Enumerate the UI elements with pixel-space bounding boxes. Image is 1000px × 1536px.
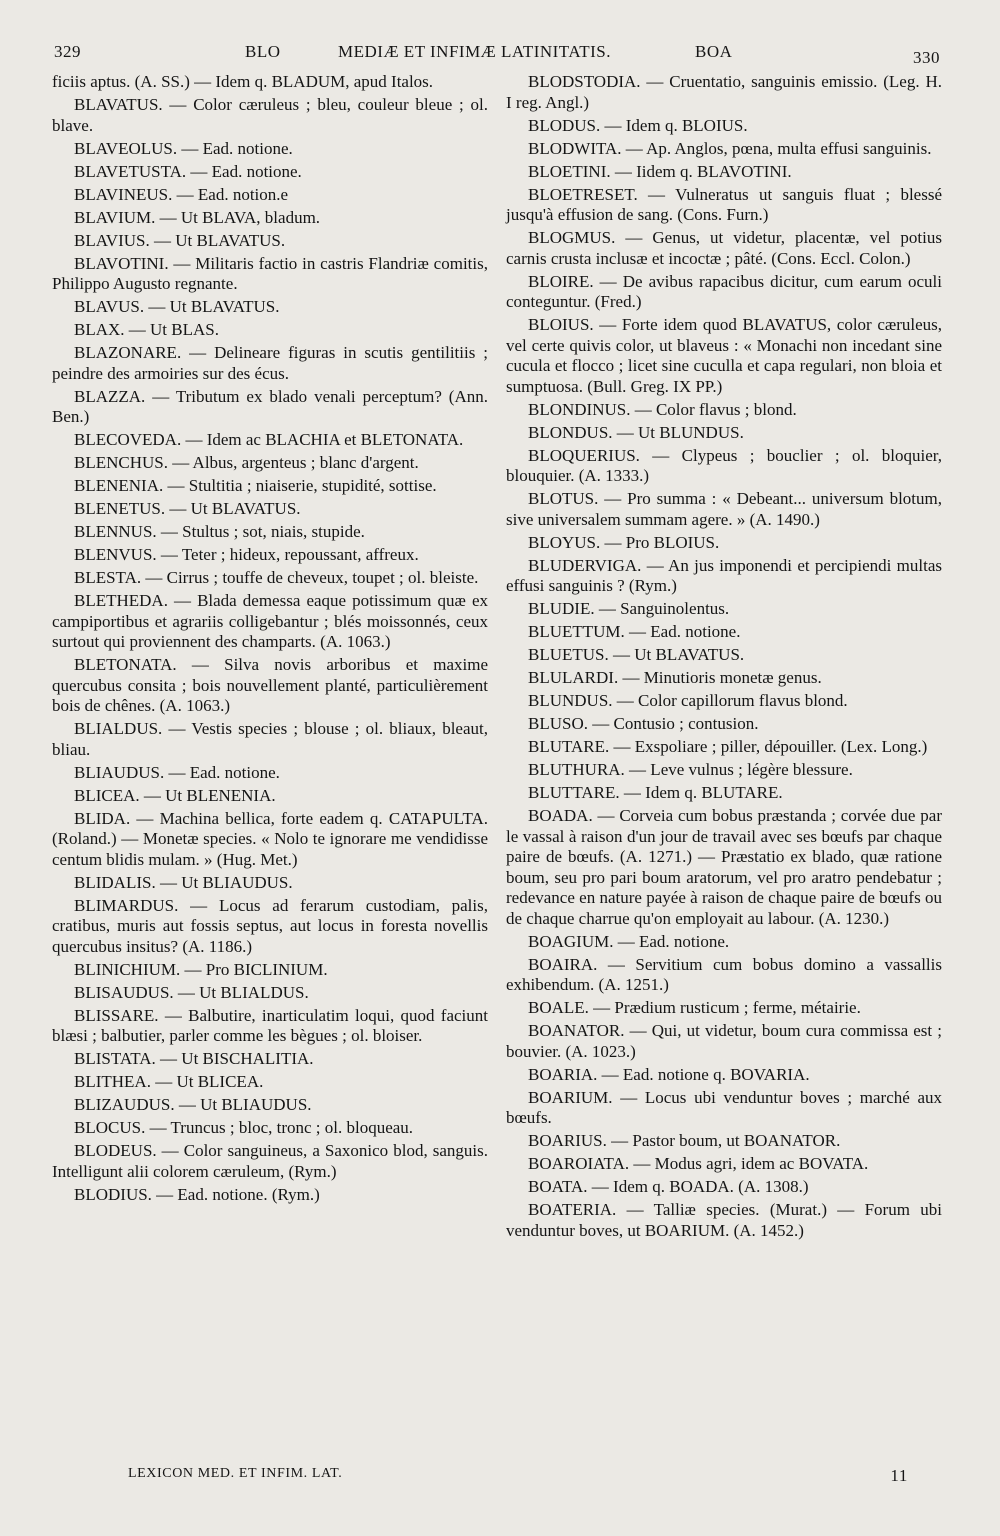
dictionary-entry: BLODIUS. — Ead. notione. (Rym.) [74, 1184, 320, 1204]
dictionary-entry: BLAVINEUS. — Ead. notion.e [74, 184, 289, 204]
dictionary-entry: BLUETUS. — Ut BLAVATUS. [528, 645, 745, 664]
dictionary-entry: BLODUS. — Idem q. BLOIUS. [528, 115, 748, 135]
dictionary-entry: BLODEUS. — Color sanguineus, a Saxonico blod, sanguis. Intelligunt alii colorem cæruleum, (Rym.) [52, 1141, 488, 1181]
dictionary-entry: BOAGIUM. — Ead. notione. [528, 931, 730, 951]
dictionary-entry: BLOYUS. — Pro BLOIUS. [528, 532, 720, 552]
dictionary-entry: BLAZZA. — Tributum ex blado venali perceptum? (Ann. Ben.) [52, 386, 488, 426]
dictionary-entry: BLIAUDUS. — Ead. notione. [74, 762, 280, 782]
dictionary-entry: BLICEA. — Ut BLENENIA. [74, 785, 276, 805]
dictionary-entry: BLIZAUDUS. — Ut BLIAUDUS. [74, 1095, 312, 1114]
dictionary-entry: BLONDINUS. — Color flavus ; blond. [528, 399, 797, 419]
header-last-word: BOA [695, 42, 733, 61]
dictionary-entry: BOALE. — Prædium rusticum ; ferme, métairie. [528, 998, 861, 1017]
dictionary-entry: BLAVUS. — Ut BLAVATUS. [74, 297, 280, 316]
dictionary-entry: BLAVIUM. — Ut BLAVA, bladum. [74, 207, 321, 227]
dictionary-entry: BOADA. — Corveia cum bobus præstanda ; corvée due par le vassal à raison d'un jour de travail avec ses bœufs par chaque paire de bœufs. (A. 1271.) — Præstatio ex blado, quæ ratione boum, seu pro pari boum aratorum, vel pro aratro pendebatur ; redevance en nature payée à raison de chaque paire de bœufs ou de chaque charrue qu'on employait au labour. (A. 1230.) [506, 806, 942, 928]
dictionary-entry: BLUNDUS. — Color capillorum flavus blond. [528, 691, 848, 710]
dictionary-entry: BLESTA. — Cirrus ; touffe de cheveux, toupet ; ol. bleiste. [74, 568, 479, 587]
dictionary-entry: BLECOVEDA. — Idem ac BLACHIA et BLETONATA. [74, 430, 464, 449]
dictionary-entry: BLOETINI. — Iidem q. BLAVOTINI. [528, 161, 792, 181]
dictionary-entry: BLONDUS. — Ut BLUNDUS. [528, 422, 744, 442]
dictionary-entry: BLIDA. — Machina bellica, forte eadem q. CATAPULTA. (Roland.) — Monetæ species. « Nolo te ignorare me vendidisse centum blidis mulam. » (Hug. Met.) [52, 808, 488, 869]
right-column [506, 72, 942, 1244]
dictionary-entry: BLUTARE. — Exspoliare ; piller, dépouiller. (Lex. Long.) [528, 737, 928, 756]
dictionary-entry: BLENCHUS. — Albus, argenteus ; blanc d'argent. [74, 453, 419, 472]
dictionary-entry: BLIDALIS. — Ut BLIAUDUS. [74, 872, 293, 892]
dictionary-entry: BOARIUM. — Locus ubi venduntur boves ; marché aux bœufs. [506, 1087, 942, 1127]
dictionary-entry: BOARIUS. — Pastor boum, ut BOANATOR. [528, 1131, 841, 1150]
header-first-word: BLO [245, 42, 281, 61]
dictionary-entry: BLIALDUS. — Vestis species ; blouse ; ol. bliaux, bleaut, bliau. [52, 719, 488, 759]
dictionary-entry: BLETHEDA. — Blada demessa eaque potissimum quæ ex campiportibus et agrariis colligebantur ; blés moissonnés, ceux surtout qui proviennent des champarts. (A. 1063.) [52, 591, 488, 651]
dictionary-entry: BLAVETUSTA. — Ead. notione. [74, 161, 302, 181]
left-column [52, 72, 488, 1208]
sheet-number: 11 [890, 1466, 908, 1485]
dictionary-entry: BLUDIE. — Sanguinolentus. [528, 599, 730, 618]
dictionary-entry: BLUETTUM. — Ead. notione. [528, 622, 741, 641]
running-header [50, 42, 940, 72]
dictionary-entry: BLULARDI. — Minutioris monetæ genus. [528, 668, 822, 687]
dictionary-entry: ficiis aptus. (A. SS.) — Idem q. BLADUM, apud Italos. [52, 72, 434, 91]
dictionary-entry: BLOQUERIUS. — Clypeus ; bouclier ; ol. bloquier, blouquier. (A. 1333.) [506, 445, 942, 485]
dictionary-entry: BLOIUS. — Forte idem quod BLAVATUS, color cæruleus, vel certe quivis color, ut blaveus : « Monachi non incedant sine cucula et flocco ; licet sine cuculla et capa regulari, non bloia et sumptuosa. (Bull. Greg. IX PP.) [506, 315, 942, 396]
dictionary-entry: BLISTATA. — Ut BISCHALITIA. [74, 1049, 314, 1068]
dictionary-entry: BLUTHURA. — Leve vulnus ; légère blessure. [528, 760, 853, 779]
dictionary-entry: BLINICHIUM. — Pro BICLINIUM. [74, 959, 328, 979]
dictionary-entry: BLUDERVIGA. — An jus imponendi et percipiendi multas effusi sanguinis ? (Rym.) [506, 555, 942, 595]
dictionary-entry: BLOCUS. — Truncus ; bloc, tronc ; ol. bloqueau. [74, 1118, 414, 1137]
dictionary-entry: BLODWITA. — Ap. Anglos, pœna, multa effusi sanguinis. [528, 138, 932, 158]
dictionary-entry: BLITHEA. — Ut BLICEA. [74, 1072, 264, 1091]
dictionary-entry: BLAVEOLUS. — Ead. notione. [74, 138, 293, 158]
dictionary-entry: BLAVATUS. — Color cæruleus ; bleu, couleur bleue ; ol. blave. [52, 95, 488, 135]
dictionary-entry: BLOTUS. — Pro summa : « Debeant... universum blotum, sive universalem summam agere. » (A. 1490.) [506, 489, 942, 529]
dictionary-entry: BLENETUS. — Ut BLAVATUS. [74, 499, 301, 518]
page-number-right: 330 [913, 48, 940, 67]
dictionary-entry: BOATA. — Idem q. BOADA. (A. 1308.) [528, 1177, 809, 1196]
dictionary-entry: BOAROIATA. — Modus agri, idem ac BOVATA. [528, 1154, 869, 1173]
dictionary-entry: BLOETRESET. — Vulneratus ut sanguis fluat ; blessé jusqu'à effusion de sang. (Cons. Furn.) [506, 184, 942, 224]
dictionary-entry: BLODSTODIA. — Cruentatio, sanguinis emissio. (Leg. H. I reg. Angl.) [506, 72, 942, 112]
dictionary-entry: BOARIA. — Ead. notione q. BOVARIA. [528, 1064, 810, 1084]
dictionary-entry: BOATERIA. — Talliæ species. (Murat.) — Forum ubi venduntur boves, ut BOARIUM. (A. 1452.) [506, 1200, 942, 1240]
dictionary-entry: BLENENIA. — Stultitia ; niaiserie, stupidité, sottise. [74, 476, 437, 495]
dictionary-entry: BLAVIUS. — Ut BLAVATUS. [74, 230, 286, 250]
dictionary-entry: BLISAUDUS. — Ut BLIALDUS. [74, 982, 309, 1002]
dictionary-entry: BLAX. — Ut BLAS. [74, 320, 219, 339]
header-title: MEDIÆ ET INFIMÆ LATINITATIS. [338, 42, 611, 61]
dictionary-entry: BLETONATA. — Silva novis arboribus et maxime quercubus consita ; bois nouvellement planté, particulièrement bois de chênes. (A. 1063.) [52, 655, 488, 715]
dictionary-entry: BOAIRA. — Servitium cum bobus domino a vassallis exhibendum. (A. 1251.) [506, 954, 942, 994]
dictionary-entry: BLUTTARE. — Idem q. BLUTARE. [528, 783, 783, 802]
dictionary-entry: BLUSO. — Contusio ; contusion. [528, 714, 759, 733]
dictionary-entry: BLENNUS. — Stultus ; sot, niais, stupide. [74, 522, 365, 541]
dictionary-entry: BLOIRE. — De avibus rapacibus dicitur, cum earum oculi conteguntur. (Fred.) [506, 271, 942, 311]
dictionary-entry: BLIMARDUS. — Locus ad ferarum custodiam, palis, cratibus, muris aut fossis septus, aut locus in foresta novellis quercubus insitus? (A. 1186.) [52, 895, 488, 956]
signature-mark: LEXICON MED. ET INFIM. LAT. [128, 1466, 343, 1481]
dictionary-entry: BLAVOTINI. — Militaris factio in castris Flandriæ comitis, Philippo Augusto regnante. [52, 253, 488, 293]
dictionary-entry: BOANATOR. — Qui, ut videtur, boum cura commissa est ; bouvier. (A. 1023.) [506, 1021, 942, 1061]
dictionary-entry: BLAZONARE. — Delineare figuras in scutis gentilitiis ; peindre des armoiries sur des écus. [52, 343, 488, 383]
page-number-left: 329 [54, 42, 81, 61]
dictionary-entry: BLOGMUS. — Genus, ut videtur, placentæ, vel potius carnis crusta inclusæ et incoctæ ; pâté. (Cons. Eccl. Colon.) [506, 228, 942, 268]
dictionary-entry: BLISSARE. — Balbutire, inarticulatim loqui, quod faciunt blæsi ; balbutier, parler comme les bègues ; ol. bloiser. [52, 1005, 488, 1045]
dictionary-entry: BLENVUS. — Teter ; hideux, repoussant, affreux. [74, 545, 419, 564]
